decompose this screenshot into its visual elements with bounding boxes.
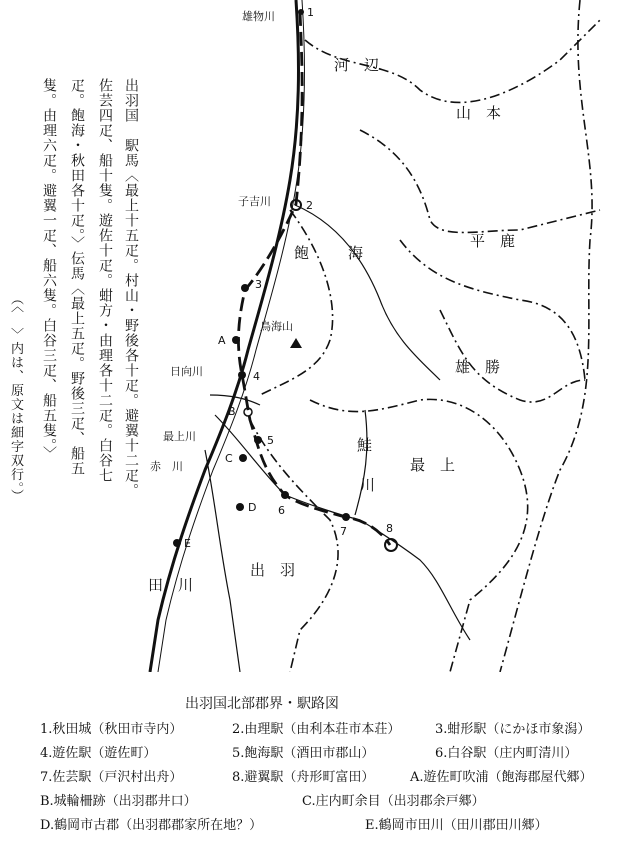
river-label-hinata: 日向川 bbox=[170, 365, 203, 378]
district-mogami: 最 上 bbox=[410, 456, 456, 474]
station-label-3: 3 bbox=[255, 278, 262, 291]
caption-note: （〈 〉内は、原文は細字双行。） bbox=[8, 292, 23, 503]
river-koyoshi bbox=[295, 205, 440, 380]
river-label-sake-1: 鮭 bbox=[357, 436, 373, 454]
caption-line-3: 疋。飽海・秋田各十疋。〉伝馬〈最上五疋。野後三疋、船五 bbox=[69, 78, 85, 476]
legend-row bbox=[40, 742, 620, 766]
legend-row bbox=[40, 790, 620, 814]
boundary-ogachi bbox=[440, 310, 585, 402]
station-marker-3 bbox=[241, 284, 249, 292]
legend-item-3: 3.蚶形駅（にかほ市象潟） bbox=[435, 722, 591, 737]
station-marker-4 bbox=[238, 371, 246, 379]
district-tagawa: 田 川 bbox=[148, 576, 194, 594]
station-label-8: 8 bbox=[386, 522, 393, 535]
mountain-label: 鳥海山 bbox=[260, 320, 293, 333]
district-ogachi: 雄 勝 bbox=[455, 358, 501, 376]
station-marker-5 bbox=[254, 436, 262, 444]
legend-item-8: 8.避翼駅（舟形町富田） bbox=[232, 770, 375, 785]
legend-item-a: A.遊佐町吹浦（飽海郡屋代郷） bbox=[410, 770, 593, 785]
site-label-c: C bbox=[225, 452, 233, 465]
boundary-east bbox=[500, 0, 592, 672]
site-marker-e bbox=[173, 539, 181, 547]
legend-item-d: D.鶴岡市古郡（出羽郡郡家所在地？） bbox=[40, 818, 263, 833]
river-label-mogami: 最上川 bbox=[163, 430, 196, 443]
site-marker-c bbox=[239, 454, 247, 462]
river-aka bbox=[205, 450, 240, 672]
caption-line-1: 出羽国 駅馬〈最上十五疋。村山・野後各十疋。避翼十二疋。 bbox=[123, 78, 139, 498]
station-marker-6 bbox=[281, 491, 289, 499]
site-label-e: E bbox=[184, 537, 191, 550]
legend-item-2: 2.由理駅（由利本荘市本荘） bbox=[232, 722, 401, 737]
legend-item-5: 5.飽海駅（酒田市郡山） bbox=[232, 746, 375, 761]
station-label-5: 5 bbox=[267, 434, 274, 447]
district-dewa: 出 羽 bbox=[250, 561, 296, 579]
district-aku: 飽 bbox=[294, 244, 310, 262]
station-label-7: 7 bbox=[340, 525, 347, 538]
site-label-d: D bbox=[248, 501, 257, 514]
legend-title: 出羽国北部郡界・駅路図 bbox=[185, 696, 339, 712]
boundary-yamamoto bbox=[360, 130, 600, 233]
station-label-6: 6 bbox=[278, 504, 285, 517]
river-sake bbox=[355, 410, 367, 515]
legend-row bbox=[40, 718, 620, 742]
district-kawabe: 河 辺 bbox=[334, 56, 380, 74]
station-label-2: 2 bbox=[306, 199, 313, 212]
district-hiraka: 平 鹿 bbox=[470, 232, 516, 250]
site-label-b: B bbox=[228, 405, 236, 418]
station-marker-1 bbox=[298, 9, 304, 15]
legend-item-1: 1.秋田城（秋田市寺内） bbox=[40, 722, 183, 737]
mountain-icon bbox=[290, 338, 302, 348]
legend-item-b: B.城輪柵跡（出羽郡井口） bbox=[40, 794, 197, 809]
station-marker-8 bbox=[385, 539, 397, 551]
station-label-4: 4 bbox=[253, 370, 260, 383]
legend-item-4: 4.遊佐駅（遊佐町） bbox=[40, 746, 157, 761]
river-label-aka: 赤 川 bbox=[150, 460, 183, 473]
legend-item-c: C.庄内町余目（出羽郡余戸郷） bbox=[302, 794, 485, 809]
legend bbox=[40, 718, 620, 838]
boundary-akumi bbox=[260, 210, 333, 395]
river-label-omono: 雄物川 bbox=[242, 10, 275, 23]
site-marker-a bbox=[232, 336, 240, 344]
site-marker-d bbox=[236, 503, 244, 511]
legend-row bbox=[40, 814, 620, 838]
district-yamamoto: 山 本 bbox=[456, 104, 502, 122]
legend-item-6: 6.白谷駅（庄内町清川） bbox=[435, 746, 578, 761]
legend-row bbox=[40, 766, 620, 790]
station-marker-7 bbox=[342, 513, 350, 521]
caption-line-2: 佐芸四疋、船十隻。遊佐十疋。蚶方・由理各十二疋。白谷七 bbox=[97, 78, 113, 483]
caption-line-4: 隻。由理六疋。避翼一疋、船六隻。白谷三疋、船五隻。〉 bbox=[41, 78, 57, 461]
river-label-sake-2: 川 bbox=[360, 476, 376, 494]
district-mi: 海 bbox=[348, 244, 364, 262]
station-label-1: 1 bbox=[307, 6, 314, 19]
legend-item-e: E.鶴岡市田川（田川郡田川郷） bbox=[365, 818, 548, 833]
legend-item-7: 7.佐芸駅（戸沢村出舟） bbox=[40, 770, 183, 785]
site-label-a: A bbox=[218, 334, 226, 347]
river-label-koyoshi: 子吉川 bbox=[238, 195, 271, 208]
